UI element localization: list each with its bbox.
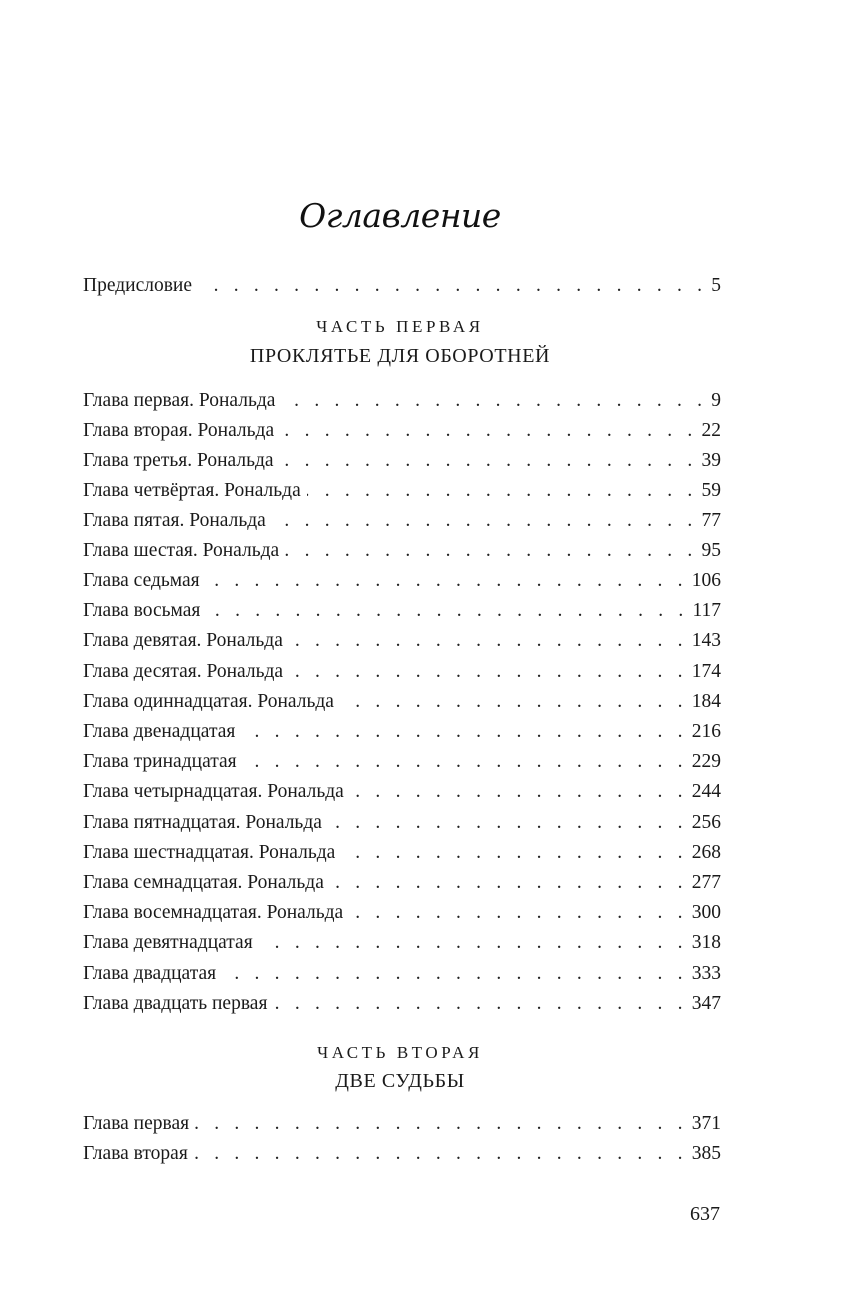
toc-entry-label: Глава десятая. Рональда	[83, 661, 284, 682]
toc-entry-page: 318	[691, 932, 721, 953]
toc-entry-page: 143	[691, 630, 721, 651]
toc-entry[interactable]	[83, 628, 721, 654]
toc-entry-page: 39	[701, 450, 721, 471]
toc-entry-label: Глава четырнадцатая. Рональда	[83, 781, 344, 802]
toc-entry-label: Глава первая. Рональда	[83, 390, 276, 411]
leader-dots	[198, 273, 707, 299]
leader-dots	[241, 719, 687, 745]
leader-dots	[349, 900, 688, 926]
toc-entry-label: Глава шестнадцатая. Рональда	[83, 842, 336, 863]
toc-entry[interactable]	[83, 659, 721, 685]
leader-dots	[222, 961, 688, 987]
leader-dots	[328, 810, 688, 836]
toc-entry-page: 174	[691, 661, 721, 682]
toc-entry-page: 371	[691, 1113, 721, 1134]
leader-dots	[243, 749, 688, 775]
toc-entry-page: 268	[691, 842, 721, 863]
part-two-subtitle: ЧАСТЬ ВТОРАЯ	[317, 1043, 483, 1062]
toc-entry-label: Глава девятая. Рональда	[83, 630, 283, 651]
toc-entry-label: Глава седьмая	[83, 570, 200, 591]
toc-entry-page: 184	[691, 691, 721, 712]
toc-entry-page: 22	[701, 420, 721, 441]
leader-dots	[259, 930, 688, 956]
toc-entry[interactable]	[83, 448, 721, 474]
leader-dots	[330, 870, 688, 896]
toc-entry-label: Предисловие	[83, 275, 193, 296]
toc-entry-label: Глава одиннадцатая. Рональда	[83, 691, 334, 712]
toc-entry-page: 9	[711, 390, 721, 411]
toc-entry-page: 95	[701, 540, 721, 561]
leader-dots	[289, 628, 688, 654]
leader-dots	[280, 448, 698, 474]
toc-entry-label: Глава третья. Рональда	[83, 450, 274, 471]
toc-entry[interactable]	[83, 418, 721, 444]
toc-entry[interactable]	[83, 749, 721, 775]
leader-dots	[195, 1111, 688, 1137]
leader-dots	[350, 779, 688, 805]
toc-entry-label: Глава семнадцатая. Рональда	[83, 872, 324, 893]
toc-entry-label: Глава пятая. Рональда	[83, 510, 266, 531]
toc-entry[interactable]	[83, 930, 721, 956]
toc-entry-page: 216	[691, 721, 721, 742]
toc-entry-label: Глава двенадцатая	[83, 721, 236, 742]
leader-dots	[281, 388, 707, 414]
toc-entry[interactable]	[83, 538, 721, 564]
toc-entry[interactable]	[83, 961, 721, 987]
toc-entry-label: Глава тринадцатая	[83, 751, 237, 772]
toc-entry[interactable]	[83, 568, 721, 594]
toc-entry[interactable]	[83, 900, 721, 926]
toc-entry-label: Глава восемнадцатая. Рональда	[83, 902, 344, 923]
toc-entry-page: 385	[691, 1143, 721, 1164]
toc-entry-page: 333	[691, 963, 721, 984]
toc-entry[interactable]	[83, 508, 721, 534]
toc-entry-page: 277	[691, 872, 721, 893]
toc-entry[interactable]	[83, 991, 721, 1017]
leader-dots	[340, 689, 688, 715]
toc-entry-page: 77	[701, 510, 721, 531]
toc-entry[interactable]	[83, 810, 721, 836]
leader-dots	[341, 840, 687, 866]
toc-entry-label: Глава двадцатая	[83, 963, 217, 984]
toc-entry[interactable]	[83, 478, 721, 504]
part-one-title: ПРОКЛЯТЬЕ ДЛЯ ОБОРОТНЕЙ	[249, 345, 551, 367]
leader-dots	[285, 538, 697, 564]
toc-entry[interactable]	[83, 388, 721, 414]
toc-entry-label: Глава пятнадцатая. Рональда	[83, 812, 322, 833]
toc-entry[interactable]	[83, 1111, 721, 1137]
toc-entry-label: Глава вторая. Рональда	[83, 420, 275, 441]
part-one-subtitle: ЧАСТЬ ПЕРВАЯ	[316, 317, 484, 336]
toc-entry[interactable]	[83, 870, 721, 896]
toc-entry-label: Глава шестая. Рональда	[83, 540, 280, 561]
toc-entry-label: Глава первая	[83, 1113, 190, 1134]
page-number: 637	[690, 1203, 720, 1225]
part-two-title: ДВЕ СУДЬБЫ	[335, 1070, 465, 1092]
toc-entry[interactable]	[83, 719, 721, 745]
toc-entry-page: 59	[701, 480, 721, 501]
leader-dots	[272, 508, 698, 534]
leader-dots	[307, 478, 698, 504]
toc-entry-label: Глава восьмая	[83, 600, 201, 621]
toc-entry-page: 229	[691, 751, 721, 772]
toc-entry[interactable]	[83, 1141, 721, 1167]
leader-dots	[273, 991, 687, 1017]
leader-dots	[206, 598, 688, 624]
leader-dots	[194, 1141, 688, 1167]
toc-entry-label: Глава четвёртая. Рональда	[83, 480, 301, 501]
leader-dots	[280, 418, 697, 444]
toc-entry-label: Глава девятнадцатая	[83, 932, 253, 953]
toc-entry-page: 5	[711, 275, 721, 296]
leader-dots	[289, 659, 688, 685]
toc-entry[interactable]	[83, 689, 721, 715]
toc-entry-label: Глава вторая	[83, 1143, 188, 1164]
toc-entry-page: 244	[691, 781, 721, 802]
toc-entry-page: 106	[691, 570, 721, 591]
toc-entry[interactable]	[83, 840, 721, 866]
leader-dots	[206, 568, 688, 594]
toc-entry[interactable]	[83, 779, 721, 805]
toc-title: Оглавление	[299, 196, 501, 235]
toc-entry-page: 256	[691, 812, 721, 833]
toc-entry[interactable]	[83, 598, 721, 624]
toc-entry-preface[interactable]	[83, 273, 721, 299]
toc-entry-page: 117	[692, 600, 721, 621]
toc-entry-page: 347	[691, 993, 721, 1014]
toc-entry-page: 300	[691, 902, 721, 923]
toc-entry-label: Глава двадцать первая	[83, 993, 268, 1014]
